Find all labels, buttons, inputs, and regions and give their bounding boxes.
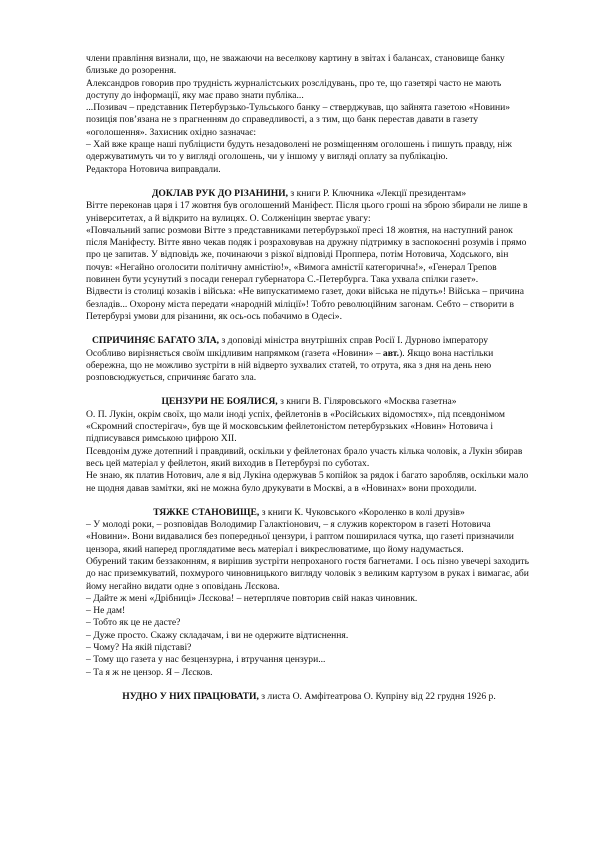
paragraph: «Повчальний запис розмови Вітте з представниками петербурзької пресі 18 жовтня, на наступний ранок після Маніфесту. Вітте явно чекав подяк і розраховував на дружну підтримку в заспокоєнні розумів і прямо про це запитав. У відповідь же, починаючи з різкої відповіді Проппера, потім Нотовича, Ходського, він почув: «Негайно оголосити політичну амністію!», «Вимога амністії категорична!», «Генерал Трепов повинен бути усунутий з посади генерал губернатора С.-Петербурга. Така ухвала спілки газет». [86, 224, 527, 286]
dialogue-line: – Та я ж не цензор. Я – Лєсков. [86, 666, 213, 678]
section-source: з книги В. Гіляровського «Москва газетна» [277, 396, 457, 408]
paragraph: Обурений таким беззаконням, я вирішив зустріти непроханого гостя багнетами. І ось пізно увечері заходить до нас приземкуватий, похмурого чиновницького вигляду чоловік з великим картузом в руках і вимагає, аби йому негайно видати одне з оповідань Лєскова. [86, 555, 529, 592]
paragraph: Не знаю, як платив Нотович, але я від Лукіна одержував 5 копійок за рядок і багато заробляв, оскільки мало не щодня давав замітки, які не можна було друкувати в Москві, а в «Новинах» вони проходили. [86, 470, 529, 494]
section-source: з книги Р. Ключника «Лекції президентам» [288, 187, 467, 199]
paragraph: Александров говорив про трудність журналістських розслідувань, про те, що газетярі часто не мають доступу до інформації, яку має право знати публіка... [86, 77, 502, 101]
section-source: з книги К. Чуковського «Короленко в колі друзів» [259, 506, 465, 518]
author-note: авт. [382, 347, 400, 359]
section-title: ДОКЛАВ РУК ДО РІЗАНИНИ, [151, 187, 289, 199]
paragraph: Псевдонім дуже дотепний і правдивий, оскільки у фейлетонах брало участь кілька чоловік, а Лукін збирав весь цей матеріал у фейлетон, який виходив в Петербурзі по суботах. [86, 445, 523, 469]
dialogue-line: – Тому що газета у нас безцензурна, і втручання цензури... [86, 654, 326, 666]
paragraph: Редактора Нотовича виправдали. [86, 163, 221, 175]
paragraph: – У молоді роки, – розповідав Володимир Галактіонович, – я служив коректором в газеті Нотовича «Новини». Вони видавалися без попередньої цензури, і раптом поширилася чутка, що газеті призначили цензора, який наперед проглядатиме весь матеріал і викреслюватиме, що йому надумається. [86, 519, 514, 555]
dialogue-line: – Чому? На якій підставі? [86, 642, 192, 654]
paragraph-text: ). Якщо вона настільки обережна, що не можливо зустріти в ній відверто зухвалих статей, то отрута, яка з дня на день нею розповсюджується, спричиняє багато зла. [86, 347, 494, 384]
paragraph: О. П. Лукін, окрім своїх, що мали іноді успіх, фейлетонів в «Російських відомостях», під псевдонімом «Скромний спостерігач», був ще й московським фейлетоністом петербурзьких «Новин» Нотовича і підписувався римською цифрою XII. [86, 408, 505, 445]
dialogue-line: – Дайте ж мені «Дрібниці» Лєскова! – нетерпляче повторив свій наказ чиновник. [86, 592, 418, 604]
dialogue-line: – Не дам! [86, 605, 126, 617]
document-page [86, 53, 532, 703]
paragraph: ...Позивач – представник Петербурзько-Тульського банку – стверджував, що зайнята газетою «Новини» позиція пов’язана не з прагненням до справедливості, а з тим, що банк перестав давати в газету «оголошення». Захисник охідно зазначає: [86, 102, 511, 138]
paragraph: – Хай вже краще наші публіцисти будуть незадоволені не розміщенням оголошень і пишуть правду, ніж одержуватимуть чи то у вигляді оголошень, чи у іншому у вигляді оплату за публікацію. [86, 139, 512, 163]
dialogue-line: – Тобто як це не дасте? [86, 617, 181, 629]
dialogue-line: – Дуже просто. Скажу складачам, і ви не одержите відтиснення. [86, 629, 349, 641]
section-heading [86, 691, 532, 703]
paragraph: Відвести із столиці козаків і війська: «Не випускатимемо газет, доки війська не підуть»! Війська – причина безладів... Охорону міста передати «народній міліції»! Тобто революційним загонам. Себто – створити в Петербурзі умови для різанини, як ось-ось побачимо в Одесі». [86, 286, 525, 322]
paragraph-text: Особливо вирізняється своїм шкідливим напрямком (газета «Новини» – [86, 347, 383, 359]
section-title: ТЯЖКЕ СТАНОВИЩЕ, [153, 506, 260, 518]
paragraph [86, 348, 532, 385]
paragraph: члени правління визнали, що, не зважаючи на веселкову картину в звітах і балансах, становище банку близьке до розорення. [86, 53, 505, 77]
section-heading [86, 396, 532, 408]
section-heading [86, 188, 532, 200]
section-title: СПРИЧИНЯЄ БАГАТО ЗЛА, [92, 335, 220, 347]
section-source: з листа О. Амфітеатрова О. Купріну від 22 грудня 1926 р. [258, 690, 496, 702]
section-heading [86, 335, 532, 347]
section-title: НУДНО У НИХ ПРАЦЮВАТИ, [122, 690, 259, 702]
section-heading [86, 507, 532, 519]
paragraph: Вітте переконав царя і 17 жовтня був оголошений Маніфест. Після цього гроші на зброю збирали не лише в університетах, а й відкрито на вулицях. О. Солженіцин звертає увагу: [86, 200, 528, 224]
section-title: ЦЕНЗУРИ НЕ БОЯЛИСЯ, [161, 396, 278, 408]
section-source: з доповіді міністра внутрішніх справ Росії І. Дурново імператору [219, 335, 489, 347]
